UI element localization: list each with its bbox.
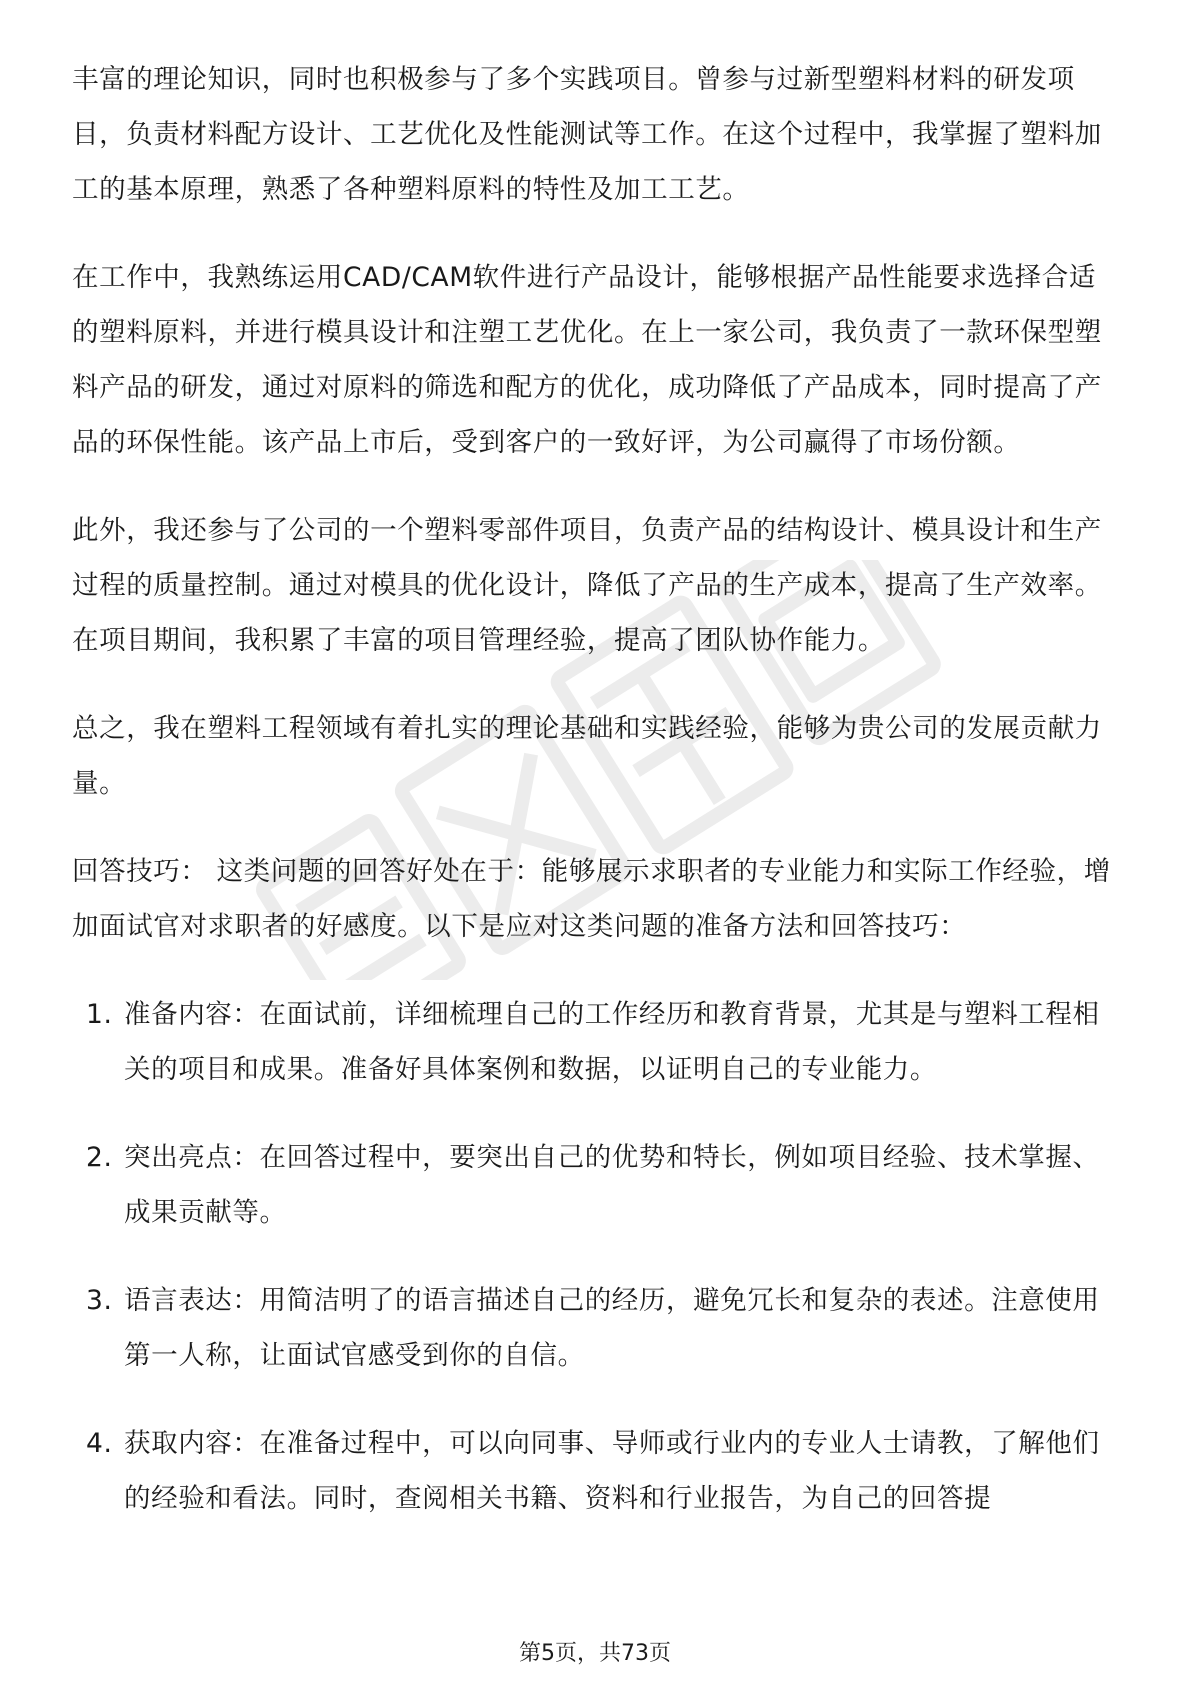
- list-item: [72, 1273, 1118, 1383]
- paragraph-1: 丰富的理论知识，同时也积极参与了多个实践项目。曾参与过新型塑料材料的研发项目，负责材料配方设计、工艺优化及性能测试等工作。在这个过程中，我掌握了塑料加工的基本原理，熟悉了各种塑料原料的特性及加工工艺。: [72, 64, 1102, 205]
- page-content: [72, 52, 1118, 1559]
- answer-tips-intro: 回答技巧： 这类问题的回答好处在于：能够展示求职者的专业能力和实际工作经验，增加面试官对求职者的好感度。以下是应对这类问题的准备方法和回答技巧：: [72, 856, 1111, 942]
- list-item-number: 3.: [86, 1285, 113, 1316]
- page-number: 第5页，共73页: [519, 1641, 671, 1666]
- list-item-text: 准备内容：在面试前，详细梳理自己的工作经历和教育背景，尤其是与塑料工程相关的项目和成果。准备好具体案例和数据，以证明自己的专业能力。: [124, 999, 1100, 1085]
- list-item: [72, 987, 1118, 1097]
- paragraph-3: 此外，我还参与了公司的一个塑料零部件项目，负责产品的结构设计、模具设计和生产过程的质量控制。通过对模具的优化设计，降低了产品的生产成本，提高了生产效率。在项目期间，我积累了丰富的项目管理经验，提高了团队协作能力。: [72, 515, 1102, 656]
- list-item-number: 4.: [86, 1428, 113, 1459]
- paragraph-2: 在工作中，我熟练运用CAD/CAM软件进行产品设计，能够根据产品性能要求选择合适的塑料原料，并进行模具设计和注塑工艺优化。在上一家公司，我负责了一款环保型塑料产品的研发，通过对原料的筛选和配方的优化，成功降低了产品成本，同时提高了产品的环保性能。该产品上市后，受到客户的一致好评，为公司赢得了市场份额。: [72, 262, 1102, 458]
- list-item-text: 语言表达：用简洁明了的语言描述自己的经历，避免冗长和复杂的表述。注意使用第一人称，让面试官感受到你的自信。: [124, 1285, 1100, 1371]
- tips-list: [72, 987, 1118, 1526]
- list-item-number: 2.: [86, 1142, 113, 1173]
- paragraph-4: 总之，我在塑料工程领域有着扎实的理论基础和实践经验，能够为贵公司的发展贡献力量。: [72, 713, 1102, 799]
- list-item-text: 突出亮点：在回答过程中，要突出自己的优势和特长，例如项目经验、技术掌握、成果贡献等。: [124, 1142, 1100, 1228]
- list-item: [72, 1130, 1118, 1240]
- list-item-number: 1.: [86, 999, 113, 1030]
- list-item: [72, 1416, 1118, 1526]
- list-item-text: 获取内容：在准备过程中，可以向同事、导师或行业内的专业人士请教，了解他们的经验和看法。同时，查阅相关书籍、资料和行业报告，为自己的回答提: [124, 1428, 1100, 1514]
